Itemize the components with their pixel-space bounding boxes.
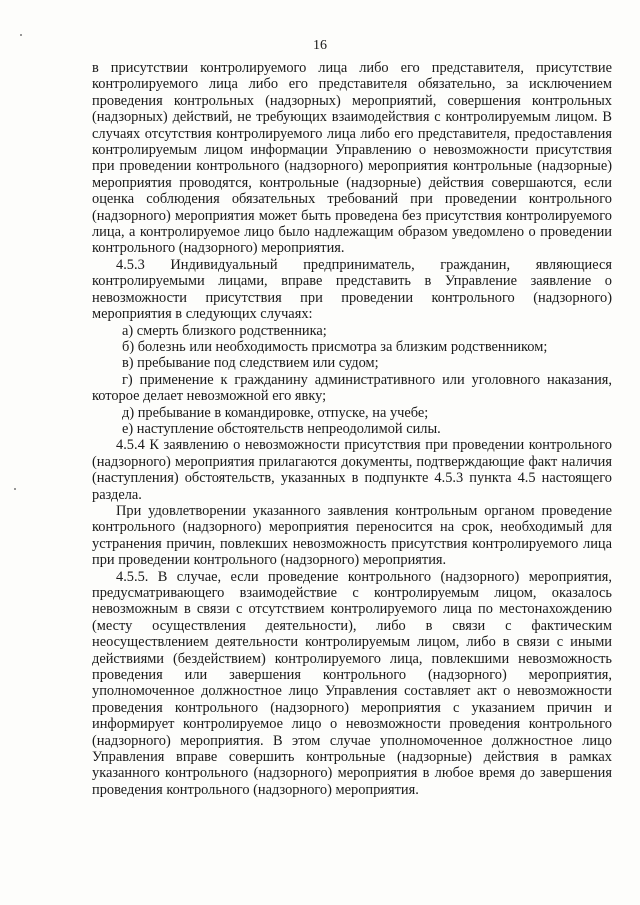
scan-speck [20, 34, 22, 36]
list-item: г) применение к гражданину административного или уголовного наказания, которое делает невозможной его явку; [92, 371, 612, 405]
list-item: в) пребывание под следствием или судом; [122, 355, 379, 372]
page-number: 16 [313, 38, 327, 53]
paragraph: 4.5.4 К заявлению о невозможности присутствия при проведении контрольного (надзорного) мероприятия прилагаются документы, подтверждающие факт наличия (наступления) обстоятельств, указанных в подпункте 4.5.3 пункта 4.5 настоящего раздела. [92, 437, 612, 503]
paragraph: При удовлетворении указанного заявления контрольным органом проведение контрольного (надзорного) мероприятия переносится на срок, необходимый для устранения причин, повлекших невозможность присутствия контролируемого лица при проведении контрольного (надзорного) мероприятия. [92, 502, 612, 569]
document-body [92, 60, 612, 798]
list-item: а) смерть близкого родственника; [122, 322, 327, 339]
paragraph: 4.5.5. В случае, если проведение контрольного (надзорного) мероприятия, предусматривающего взаимодействие с контролируемым лицом, оказалось невозможным в связи с отсутствием контролируемого лица по местонахождению (месту осуществления деятельности), либо в связи с фактическим неосуществлением деятельности контролируемым лицом, либо в связи с иными действиями (бездействием) контролируемого лица, повлекшими невозможность проведения или завершения контрольного (надзорного) мероприятия, уполномоченное должностное лицо Управления составляет акт о невозможности проведения контрольного (надзорного) мероприятия с указанием причин и информирует контролируемое лицо о невозможности проведения контрольного (надзорного) мероприятия. В этом случае уполномоченное должностное лицо Управления вправе совершить контрольные (надзорные) действия в рамках указанного контрольного (надзорного) мероприятия в любое время до завершения проведения контрольного (надзорного) мероприятия. [92, 568, 612, 798]
list-item: е) наступление обстоятельств непреодолимой силы. [122, 420, 441, 437]
list-item: д) пребывание в командировке, отпуске, на учебе; [122, 404, 429, 421]
list-item: б) болезнь или необходимость присмотра за близким родственником; [122, 338, 548, 355]
scan-speck [14, 488, 16, 490]
paragraph: 4.5.3 Индивидуальный предприниматель, гражданин, являющиеся контролируемыми лицами, вправе представить в Управление заявление о невозможности присутствия при проведении контрольного (надзорного) мероприятия в следующих случаях: [92, 256, 612, 323]
paragraph: в присутствии контролируемого лица либо его представителя, присутствие контролируемого лица либо его представителя обязательно, за исключением проведения контрольных (надзорных) мероприятий, совершения контрольных (надзорных) действий, не требующих взаимодействия с контролируемым лицом. В случаях отсутствия контролируемого лица либо его представителя, предоставления контролируемым лицом информации Управлению о невозможности присутствия при проведении контрольного (надзорного) мероприятия контрольные (надзорные) мероприятия проводятся, контрольные (надзорные) действия совершаются, если оценка соблюдения обязательных требований при проведении контрольного (надзорного) мероприятия может быть проведена без присутствия контролируемого лица, а контролируемое лицо было надлежащим образом уведомлено о проведении контрольного (надзорного) мероприятия. [92, 60, 612, 257]
